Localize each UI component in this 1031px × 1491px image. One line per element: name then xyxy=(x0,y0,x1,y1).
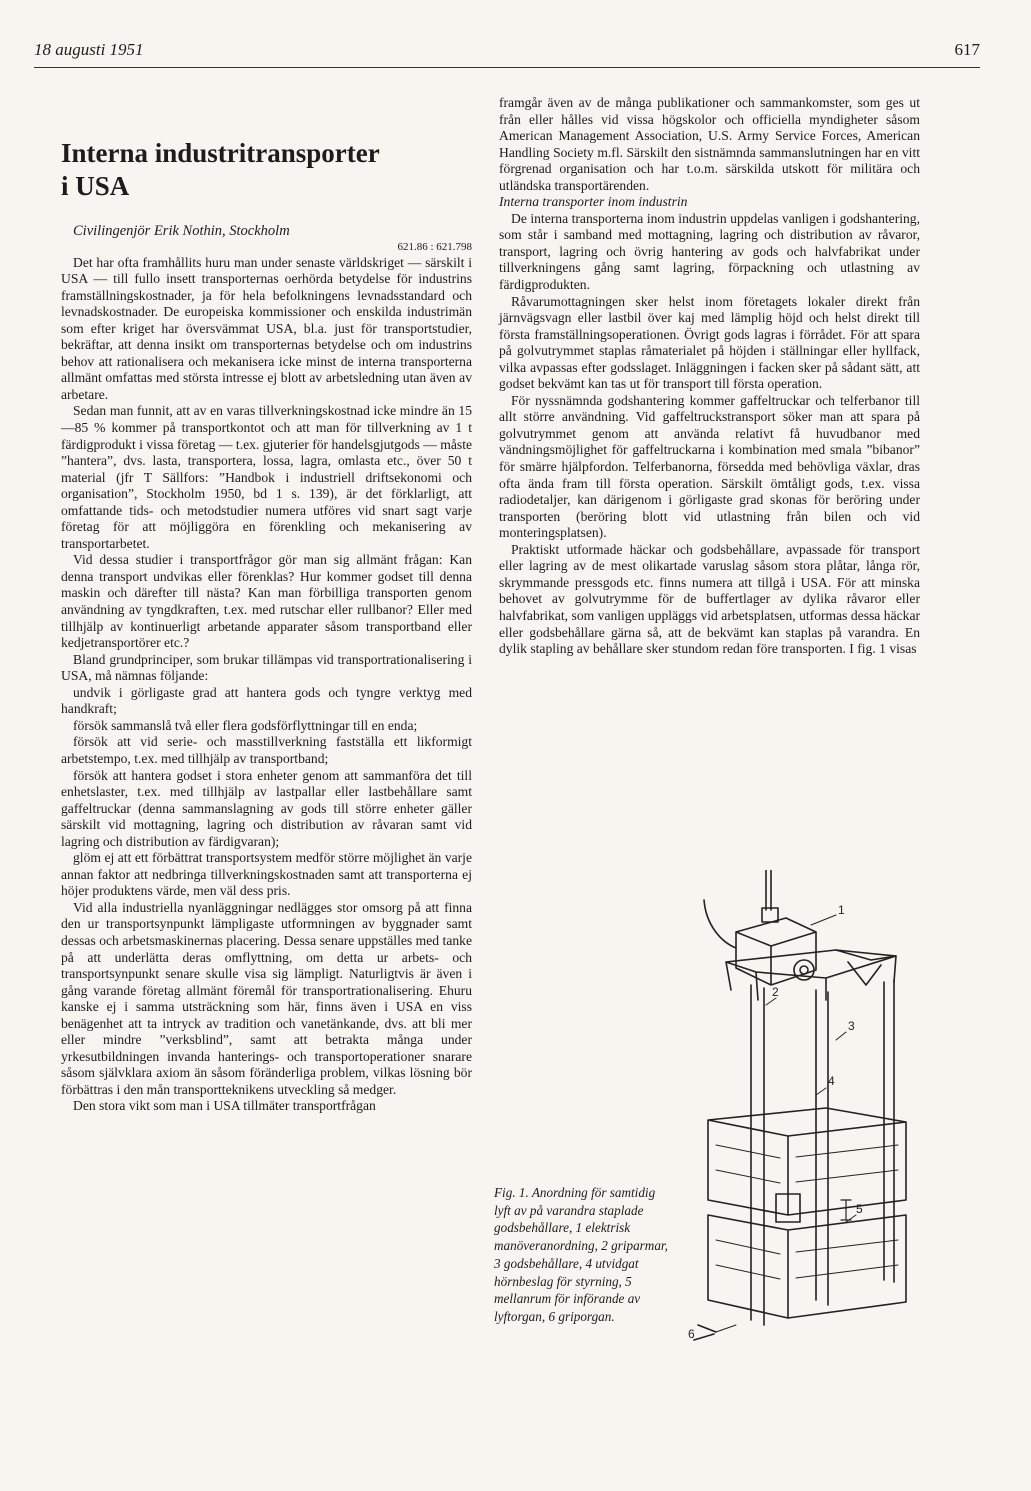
principle-item: försök att vid serie- och masstillverkning fastställa ett likformigt arbetstempo, t.ex. med tillhjälp av transportband; xyxy=(61,734,472,766)
title-line-1: Interna industritransporter xyxy=(61,138,380,168)
figure-label-4: 4 xyxy=(828,1074,835,1088)
page-header xyxy=(34,36,980,70)
principle-item: försök sammanslå två eller flera godsförflyttningar till en enda; xyxy=(73,717,418,733)
figure-label-6: 6 xyxy=(688,1327,695,1341)
paragraph-continued: framgår även av de många publikationer och sammankomster, som ges ut från eller hålles vid vissa högskolor och officiella myndigheter såsom American Management Association, U.S. Army Service Forces, American Handling Society m.fl. Särskilt den sistnämnda sammanslutningen har en vitt förgrenad organisation och har t.o.m. särskilda utskott för militära och utländska transportärenden. xyxy=(499,95,920,193)
control-unit xyxy=(736,918,816,985)
principle-item: försök att hantera godset i stora enheter genom att sammanföra det till enhetslaster, t.ex. med tillhjälp av lastpallar eller lastbehållare samt gaffeltruckar (denna sammanslagning av gods till större enheter gäller särskilt vid mottagning, lagring och distribution av råvaran samt vid lagring och distribution av färdigvaran); xyxy=(61,767,472,849)
figure-label-5: 5 xyxy=(856,1202,863,1216)
paragraph: För nyssnämnda godshantering kommer gaffeltruckar och telferbanor till allt större användning. Vid gaffeltruckstransport söker man att spara på golvutrymmet genom att använda relativt få huvudbanor med vändningsmöjlighet för gaffeltruckarna i kombination med smala ”bibanor” för smärre hjälpfordon. Telferbanorna, försedda med behövliga växlar, dras ofta ända fram till första operation. Särskilt ömtåligt gods, t.ex. vissa radiodetaljer, kan därigenom i görligaste grad skonas för beröring under transporten (beröring blott vid utlastning från bilen och vid monteringsplatsen). xyxy=(499,392,920,541)
paragraph: De interna transporterna inom industrin uppdelas vanligen i godshantering, som står i samband med mottagning, lagring och distribution av råvaror, transport, lagring och övrig hantering av gods och halvfabrikat under tillverkningens gång samt lagring, förpackning och utlastning av färdigprodukten. xyxy=(499,210,920,293)
figure-label-3: 3 xyxy=(848,1019,855,1033)
section-subheading: Interna transporter inom industrin xyxy=(499,194,688,210)
left-column xyxy=(61,137,472,1115)
hoist-hook xyxy=(762,908,778,922)
header-rule xyxy=(34,67,980,68)
title-line-2: i USA xyxy=(61,171,130,201)
author-byline: Civilingenjör Erik Nothin, Stockholm xyxy=(73,223,290,239)
container-upper xyxy=(708,1108,906,1215)
paragraph: Sedan man funnit, att av en varas tillverkningskostnad icke mindre än 15—85 % kommer på transportkontot och att man för tillverkning av 1 t färdigprodukt i vissa företag — t.ex. gjuterier för handelsgjutgods — måste ”hantera”, dvs. lasta, transportera, lossa, lagra, omlasta etc., över 50 t material (jfr T Sällfors: ”Handbok i industriell driftsekonomi och organisation”, Stockholm 1950, bd 1 s. 139), är det förklarligt, att omfattande tids- och metodstudier numera utföres vid snart sagt varje företag för att möjliggöra en förenkling och mekanisering av transportarbetet. xyxy=(61,403,472,551)
figure-label-1: 1 xyxy=(838,903,845,917)
paragraph: Vid dessa studier i transportfrågor gör man sig allmänt frågan: Kan denna transport undvikas eller förenklas? Hur kommer godset till denna maskin och därefter till nästa? Kan man förbilliga transporten genom användning av tyngdkraften, t.ex. med rutschar eller rullbanor? Eller med tillhjälp av kontinuerligt arbetande apparater såsom transportband eller kedjetransportörer etc.? xyxy=(61,552,472,651)
figure-label-2: 2 xyxy=(772,985,779,999)
gap-indicator xyxy=(841,1200,851,1220)
page-number: 617 xyxy=(954,40,980,59)
paragraph: Det har ofta framhållits huru man under senaste världskriget — särskilt i USA — till fullo insett transporternas oerhörda betydelse för industrins framställningskostnader, ja för hela befolkningens levnadsstandard och levnadskostnader. De europeiska kommissioner och enskilda industrimän som efter kriget har översvämmat USA, bl.a. just för transportstudier, bekräftar, att denna insikt om transporternas betydelse och om industrins behov att rationalisera och mekanisera icke minst de interna transporterna allmänt omfattas med största intresse ej blott av arbetsledning utan även av arbetare. xyxy=(61,254,472,402)
paragraph: Råvarumottagningen sker helst inom företagets lokaler direkt från järnvägsvagn eller lastbil över kaj med lämplig höjd och helst direkt till första framställningsoperationen. Övrigt gods lagras i förrådet. För att spara på golvutrymmet staplas råmaterialet på höjden i ställningar eller hyllfack, vilka avpassas efter godsslaget. Inläggningen i facken sker på sådant sätt, att godset bekvämt kan tas ut för transport till första operation. xyxy=(499,293,920,392)
figure-caption: Fig. 1. Anordning för samtidig lyft av på varandra staplade godsbehållare, 1 elektrisk manöveranordning, 2 griparmar, 3 godsbehållare, 4 utvidgat hörnbeslag för styrning, 5 mellanrum för införande av lyftorgan, 6 griporgan. xyxy=(494,1185,668,1324)
principle-item: undvik i görligaste grad att hantera gods och tyngre verktyg med handkraft; xyxy=(61,684,472,717)
principle-item: glöm ej att ett förbättrat transportsystem medför större möjlighet än varje annan faktor att nedbringa tillverkningskostnaden samt att transporterna ej höjer produktens värde, men väl dess pris. xyxy=(61,850,472,899)
container-lower xyxy=(708,1215,906,1318)
article-title xyxy=(61,137,472,203)
paragraph: Praktiskt utformade häckar och godsbehållare, avpassade för transport eller lagring av de mest olikartade varuslag såsom stora plåtar, långa rör, skrymmande pressgods etc. finns numera att tillgå i USA. För att minska behovet av golvutrymme för de buffertlager av dylika råvaror eller halvfabrikat, som vanligen uppläggs vid arbetsplatsen, utformas dessa häckar eller godsbehållare gärna så, att de bekvämt kan staplas på varandra. En dylik stapling av behållare sker stundom redan före transporten. I fig. 1 visas xyxy=(499,541,920,657)
issue-date: 18 augusti 1951 xyxy=(34,40,144,59)
hoist-cable xyxy=(704,870,771,948)
gripper-arms xyxy=(751,980,894,1325)
paragraph: Bland grundprinciper, som brukar tillämpas vid transportrationalisering i USA, må nämnas följande: xyxy=(61,651,472,684)
paragraph: Den stora vikt som man i USA tillmäter transportfrågan xyxy=(73,1098,376,1114)
paragraph: Vid alla industriella nyanläggningar nedlägges stor omsorg på att finna den ur transportsynpunkt lämpligaste utformningen av byggnader samt dessas och arbetsmaskinernas placering. Dessa senare uppställes med tanke på att underlätta deras omflyttning, om detta ur arbets- och transportsynpunkt senare skulle visa sig lämpligt. Naturligtvis är även i gång varande företag allmänt föremål för transportrationalisering. Ehuru kanske ej i samma utsträckning som här, finns även i USA en viss benägenhet att ta intryck av tradition och vanetänkande, dvs. att bli mer eller mindre ”verksblind”, samt att betrakta många under yrkesutbildningen invanda hanterings- och transportoperationer snarare såsom självklara axiom än såsom föränderliga problem, vilkas lösning bör förbättras i den mån transportteknikens utveckling så medger. xyxy=(61,899,472,1097)
udc-classification: 621.86 : 621.798 xyxy=(397,240,472,253)
gripper-claw xyxy=(694,1325,716,1340)
figure-container-lift-drawing xyxy=(676,870,936,1350)
right-column xyxy=(499,95,920,658)
